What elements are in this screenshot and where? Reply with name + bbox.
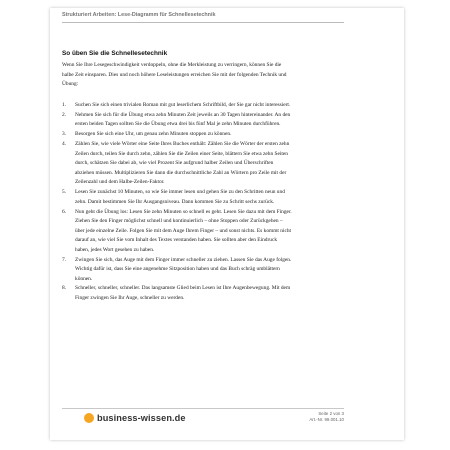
steps-list (62, 101, 292, 304)
step-text: Nehmen Sie sich für die Übung etwa zehn Minuten Zeit jeweils an 30 Tagen hintereinander. An den ersten beiden Tagen sollten Sie die Übung etwa drei bis fünf Mal je zehn Minuten durchführen. (75, 111, 291, 128)
step-text: Lesen Sie zunächst 10 Minuten, so wie Sie immer lesen und gehen Sie zu den Schritten neun und zehn. Damit bestimmen Sie Ihr Ausgangsniveau. Dann kommen Sie zu Schritt sechs zurück. (75, 189, 285, 205)
list-item (62, 188, 292, 207)
step-text: Schneller, schneller, schneller. Das langsamste Glied beim Lesen ist Ihre Augenbewegung. Mit dem Finger zwingen Sie Ihr Auge, schneller zu werden. (75, 285, 291, 302)
step-number: 4. (62, 141, 67, 148)
step-text: Nun geht die Übung los: Lesen Sie zehn Minuten so schnell es geht. Lesen Sie dazu mit dem Finger. Ziehen Sie den Finger möglichst schnell und kontinuierlich – ohne Stoppen oder Zurückgehen – über jede einzelne Zeile. Folgen Sie mit dem Auge Ihrem Finger – und sonst nichts. Es kommt nicht darauf an, wie viel Sie vom Inhalt des Textes verstanden haben. Sie sollten aber den Eindruck haben, jedes Wort gesehen zu haben. (75, 208, 292, 253)
page-number: Seite 2 von 3 (318, 411, 344, 416)
logo-dot-icon (84, 413, 94, 423)
footer-divider (62, 408, 344, 409)
intro-paragraph: Wenn Sie Ihre Lesegeschwindigkeit verdoppeln, ohne die Merkleistung zu verringern, können Sie die halbe Zeit einsparen. Dies und noch höhere Leseleistungen erreichen Sie mit der folgenden Technik und Übung: (62, 62, 287, 87)
article-number: Art.-Nr. 99.001.10 (309, 417, 344, 422)
list-item (62, 208, 292, 256)
list-item (62, 111, 292, 130)
footer-meta (309, 411, 344, 423)
list-item (62, 101, 292, 111)
step-number: 1. (62, 102, 67, 108)
list-item (62, 130, 292, 140)
step-text: Besorgen Sie sich eine Uhr, um genau zehn Minuten stoppen zu können. (75, 131, 232, 138)
list-item (62, 140, 292, 188)
list-item (62, 256, 292, 285)
section-title: So üben Sie die Schnellesetechnik (62, 50, 168, 57)
brand-logo (84, 413, 186, 423)
step-number: 2. (62, 111, 67, 118)
step-text: Zwingen Sie sich, das Auge mit dem Finger immer schneller zu ziehen. Lassen Sie das Auge folgen. Wichtig dafür ist, dass Sie eine angenehme Sitzposition haben und das Buch schräg umblättern können. (75, 256, 292, 282)
step-number: 3. (62, 131, 67, 138)
step-number: 6. (62, 208, 67, 215)
step-number: 5. (62, 189, 67, 196)
logo-text: business-wissen.de (97, 413, 186, 423)
step-text: Zählen Sie, wie viele Wörter eine Seite Ihres Buches enthält: Zählen Sie die Wörter der ersten zehn Zeilen durch, teilen Sie durch zehn, zählen Sie die Zeilen einer Seite, blättern Sie etwa zehn Seiten durch, schätzen Sie dabei ab, wie viel Prozent Sie aufgrund halber Zeilen und Überschriften abziehen müssen. Multiplizieren Sie dann die durchschnittliche Zahl an Wörtern pro Zeile mit der Zeilenzahl und dem Halbe-Zeilen-Faktor. (75, 141, 290, 186)
step-number: 8. (62, 285, 67, 292)
step-text: Suchen Sie sich einen trivialen Roman mit gut leserlichem Schriftbild, der Sie gar nicht interessiert. (75, 102, 291, 108)
list-item (62, 284, 292, 303)
document-header: Strukturiert Arbeiten: Lese-Diagramm für Schnellesetechnik (62, 12, 344, 23)
step-number: 7. (62, 256, 67, 263)
